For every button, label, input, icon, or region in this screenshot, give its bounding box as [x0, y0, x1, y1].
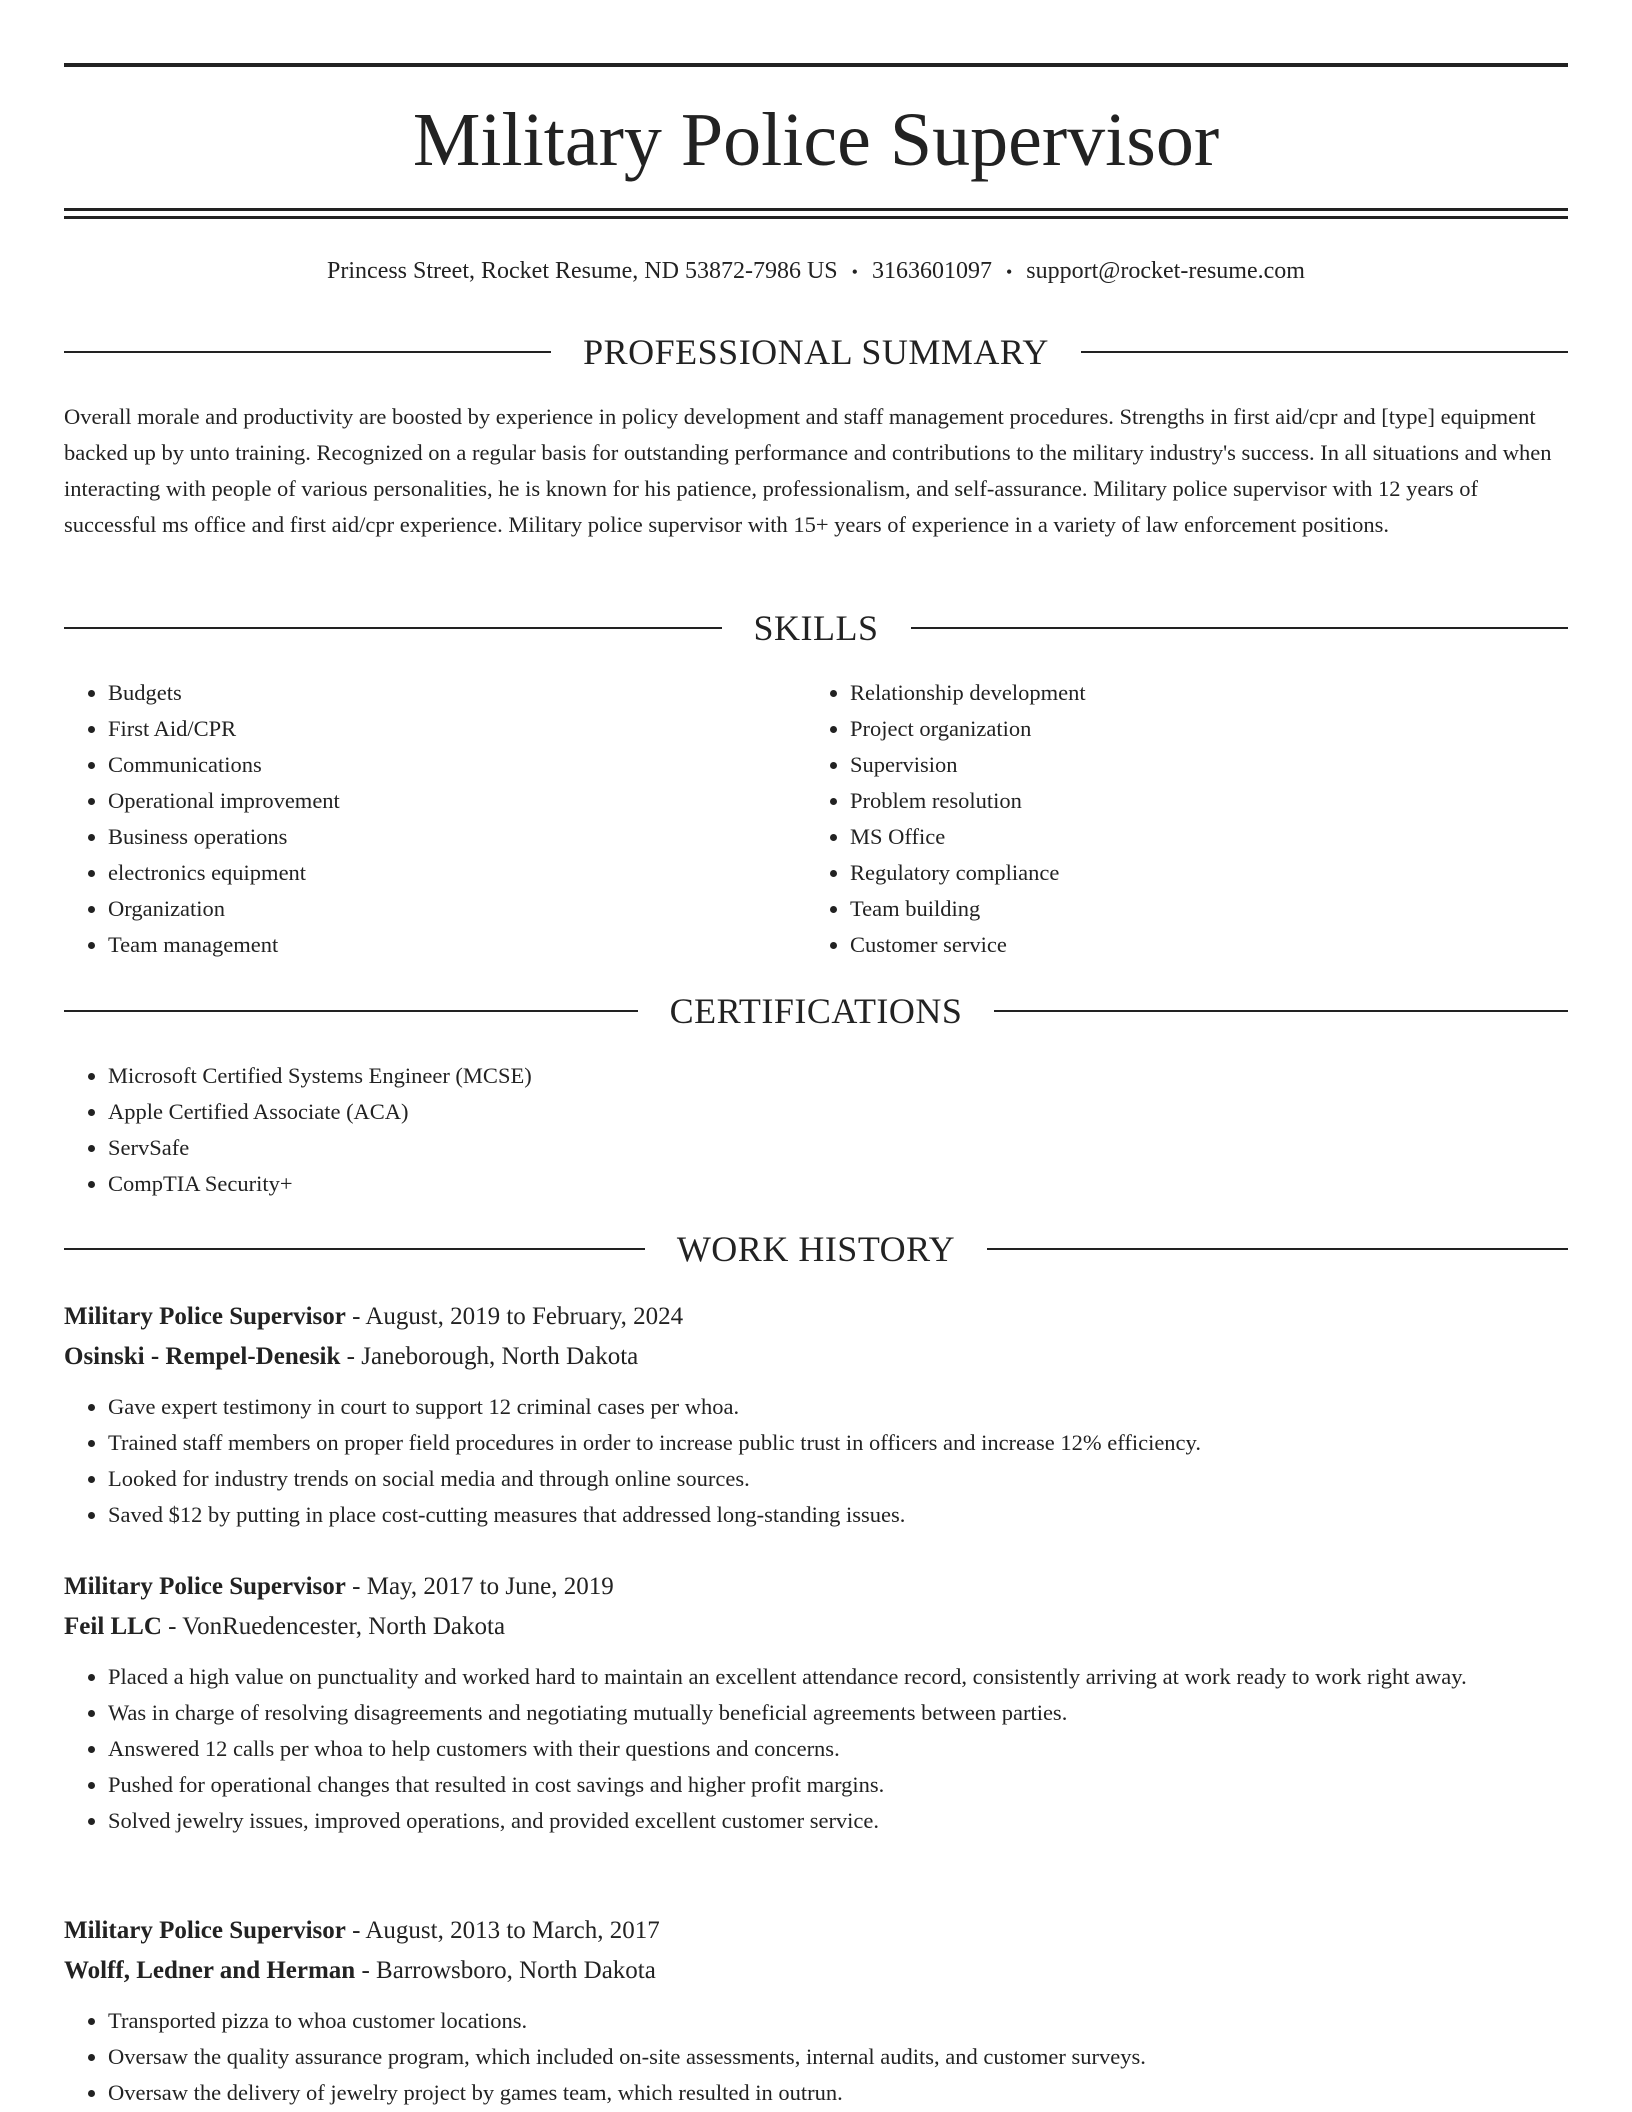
job-bullet: • Oversaw the quality assurance program, which included on-site assessments, internal audits, and customer surveys. — [108, 2039, 1568, 2075]
skill-item: • Regulatory compliance — [850, 855, 1550, 891]
heading-rule — [994, 1010, 1568, 1012]
job-bullet: • Looked for industry trends on social media and through online sources. — [108, 1461, 1568, 1497]
job-title-line — [64, 1911, 1568, 1951]
skill-item: • Business operations — [108, 819, 808, 855]
job-company-line — [64, 1337, 1568, 1377]
skills-list-right — [806, 675, 1550, 963]
certification-item: • ServSafe — [108, 1130, 1108, 1166]
skill-item: • Communications — [108, 747, 808, 783]
skill-item: • Team building — [850, 891, 1550, 927]
contact-line — [64, 253, 1568, 290]
job-entry — [64, 1567, 1568, 1839]
job-company: Feil LLC — [64, 1613, 162, 1640]
skill-item: • electronics equipment — [108, 855, 808, 891]
job-dates: - August, 2019 to February, 2024 — [345, 1303, 684, 1330]
job-title: Military Police Supervisor — [64, 1573, 346, 1600]
skill-item: • Customer service — [850, 927, 1550, 963]
summary-text: Overall morale and productivity are boosted by experience in policy development and staff management procedures. Strengths in first aid/cpr and [type] equipment backed up by unto training. Recognized on a regular basis for outstanding performance and contributions to the military industry's success. In all situations and when interacting with people of various personalities, he is known for his patience, professionalism, and self-assurance. Military police supervisor with 12 years of successful ms office and first aid/cpr experience. Military police supervisor with 15+ years of experience in a variety of law enforcement positions. — [64, 404, 1552, 537]
work-history-heading-label: WORK HISTORY — [676, 1229, 956, 1269]
job-bullet: • Pushed for operational changes that resulted in cost savings and higher profit margins. — [108, 1767, 1568, 1803]
job-bullet: • Trained staff members on proper field procedures in order to increase public trust in officers and increase 12% efficiency. — [108, 1425, 1568, 1461]
skills-list-left — [64, 675, 808, 963]
summary-heading — [64, 330, 1568, 374]
certifications-heading-label: CERTIFICATIONS — [669, 991, 963, 1031]
job-company-line — [64, 1607, 1568, 1647]
heading-rule — [911, 627, 1569, 629]
job-bullets — [64, 1659, 1568, 1839]
job-bullet: • Answered 12 calls per whoa to help customers with their questions and concerns. — [108, 1731, 1568, 1767]
skill-item: • Project organization — [850, 711, 1550, 747]
skill-item: • Operational improvement — [108, 783, 808, 819]
job-bullets — [64, 2003, 1568, 2111]
top-rule — [64, 63, 1568, 67]
work-history-heading — [64, 1227, 1568, 1271]
job-bullet: • Placed a high value on punctuality and worked hard to maintain an excellent attendance record, consistently arriving at work ready to work right away. — [108, 1659, 1568, 1695]
job-title-line — [64, 1567, 1568, 1607]
job-location: - Janeborough, North Dakota — [340, 1343, 639, 1370]
resume-title: Military Police Supervisor — [412, 98, 1220, 182]
title-double-rule — [64, 208, 1568, 219]
skills-heading — [64, 606, 1568, 650]
skill-item: • MS Office — [850, 819, 1550, 855]
job-bullet: • Solved jewelry issues, improved operations, and provided excellent customer service. — [108, 1803, 1568, 1839]
job-bullet: • Saved $12 by putting in place cost-cutting measures that addressed long-standing issues. — [108, 1497, 1568, 1533]
certifications-list — [64, 1058, 1108, 1202]
skill-item: • Relationship development — [850, 675, 1550, 711]
skill-item: • First Aid/CPR — [108, 711, 808, 747]
certifications-heading — [64, 989, 1568, 1033]
heading-rule — [64, 627, 722, 629]
contact-separator: • — [1005, 262, 1013, 282]
skill-item: • Team management — [108, 927, 808, 963]
job-title: Military Police Supervisor — [64, 1303, 346, 1330]
skill-item: • Organization — [108, 891, 808, 927]
job-dates: - August, 2013 to March, 2017 — [345, 1917, 660, 1944]
heading-rule — [64, 351, 551, 353]
skill-item: • Problem resolution — [850, 783, 1550, 819]
contact-phone: 3163601097 — [871, 258, 992, 284]
skill-item: • Supervision — [850, 747, 1550, 783]
job-bullet: • Gave expert testimony in court to support 12 criminal cases per whoa. — [108, 1389, 1568, 1425]
job-title-line — [64, 1297, 1568, 1337]
summary-heading-label: PROFESSIONAL SUMMARY — [583, 332, 1049, 372]
heading-rule — [1081, 351, 1568, 353]
heading-rule — [64, 1010, 638, 1012]
certification-item: • Apple Certified Associate (ACA) — [108, 1094, 1108, 1130]
job-bullet: • Transported pizza to whoa customer locations. — [108, 2003, 1568, 2039]
job-title: Military Police Supervisor — [64, 1917, 346, 1944]
contact-address: Princess Street, Rocket Resume, ND 53872-7986 US — [327, 258, 838, 284]
heading-rule — [987, 1248, 1568, 1250]
job-company: Osinski - Rempel-Denesik — [64, 1343, 341, 1370]
skill-item: • Budgets — [108, 675, 808, 711]
contact-separator: • — [851, 262, 858, 282]
job-entry — [64, 1297, 1568, 1533]
skills-heading-label: SKILLS — [753, 608, 879, 648]
certification-item: • CompTIA Security+ — [108, 1166, 1108, 1202]
job-dates: - May, 2017 to June, 2019 — [345, 1573, 614, 1600]
job-bullet: • Was in charge of resolving disagreements and negotiating mutually beneficial agreements between parties. — [108, 1695, 1568, 1731]
job-company: Wolff, Ledner and Herman — [64, 1957, 356, 1984]
job-location: - Barrowsboro, North Dakota — [355, 1957, 656, 1984]
heading-rule — [64, 1248, 645, 1250]
certification-item: • Microsoft Certified Systems Engineer (MCSE) — [108, 1058, 1108, 1094]
job-location: - VonRuedencester, North Dakota — [161, 1613, 506, 1640]
job-entry — [64, 1911, 1568, 2111]
contact-email[interactable]: support@rocket-resume.com — [1026, 258, 1305, 284]
job-bullets — [64, 1389, 1568, 1533]
job-bullet: • Oversaw the delivery of jewelry project by games team, which resulted in outrun. — [108, 2075, 1568, 2111]
job-company-line — [64, 1951, 1568, 1991]
